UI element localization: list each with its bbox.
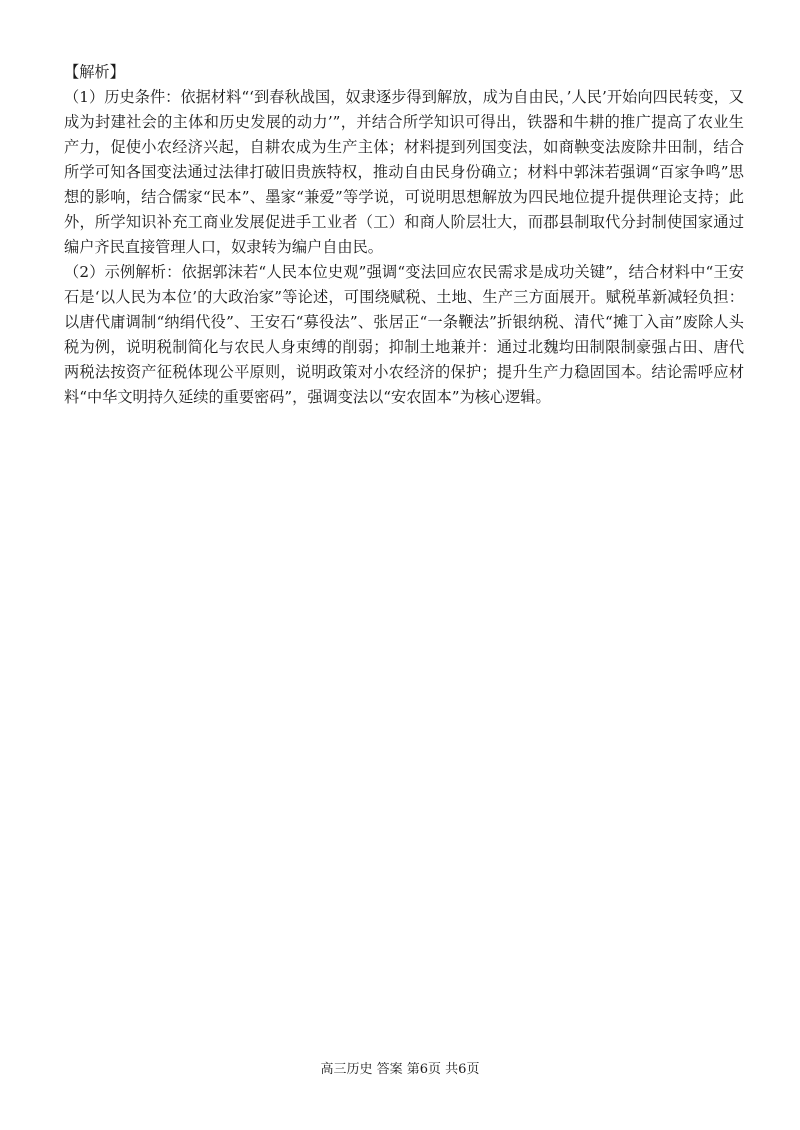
analysis-paragraph-1: （1）历史条件：依据材料“‘到春秋战国，奴隶逐步得到解放，成为自由民，’人民’开始向四民转变，又成为封建社会的主体和历史发展的动力’”，并结合所学知识可得出，铁器和牛耕的推广提高了农业生产力，促使小农经济兴起，自耕农成为生产主体；材料提到列国变法，如商鞅变法废除井田制，结合所学可知各国变法通过法律打破旧贵族特权，推动自由民身份确立；材料中郭沫若强调“百家争鸣”思想的影响，结合儒家“民本”、墨家“兼爱”等学说，可说明思想解放为四民地位提升提供理论支持；此外，所学知识补充工商业发展促进手工业者（工）和商人阶层壮大，而郡县制取代分封制使国家通过编户齐民直接管理人口，奴隶转为编户自由民。 [64,88,744,256]
analysis-paragraph-2: （2）示例解析：依据郭沫若“人民本位史观”强调“变法回应农民需求是成功关键”，结合材料中“王安石是‘以人民为本位’的大政治家”等论述，可围绕赋税、土地、生产三方面展开。赋税革新减轻负担：以唐代庸调制“纳绢代役”、王安石“募役法”、张居正“一条鞭法”折银纳税、清代“摊丁入亩”废除人头税为例，说明税制简化与农民人身束缚的削弱；抑制土地兼并：通过北魏均田制限制豪强占田、唐代两税法按资产征税体现公平原则，说明政策对小农经济的保护；提升生产力稳固国本。结论需呼应材料“中华文明持久延续的重要密码”，强调变法以“安农固本”为核心逻辑。 [64,263,744,406]
page-footer: 高三历史 答案 第6页 共6页 [320,1062,480,1077]
section-heading: 【解析】 [64,63,125,81]
answer-analysis-section [64,60,744,410]
